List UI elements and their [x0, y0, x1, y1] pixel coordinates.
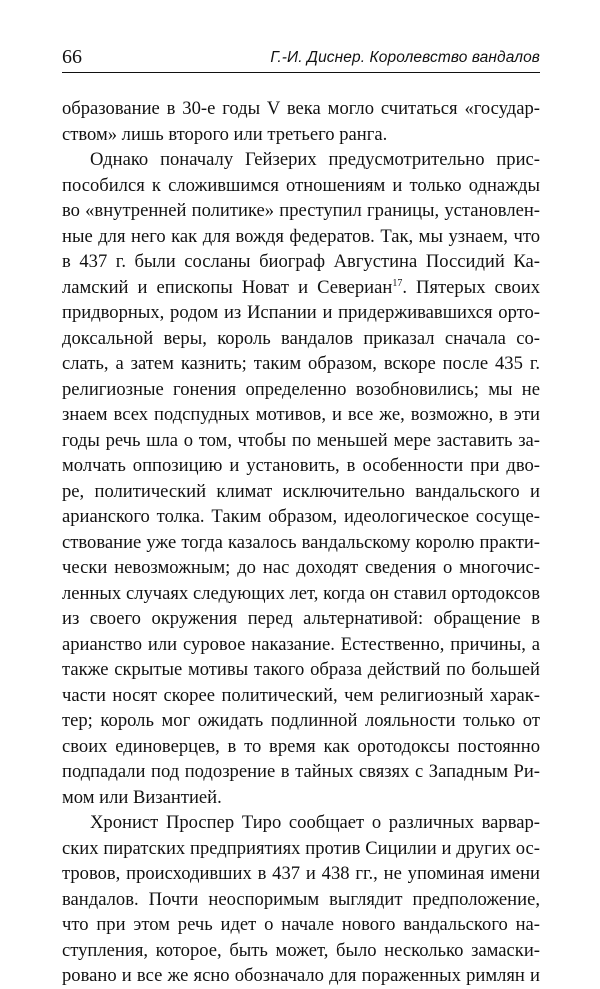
page-number: 66 [62, 46, 82, 68]
text-line: ских пиратских предприятиях против Сицилии и других ос- [62, 837, 540, 859]
text-line: ством» лишь второго или третьего ранга. [62, 123, 388, 145]
text-line: ре, политический климат исключительно вандальского и [62, 480, 540, 502]
text-line: ровано и все же ясно обозначало для пораженных римлян и [62, 965, 540, 986]
text-line: своих единоверцев, в то время как оротодоксы постоянно [62, 735, 540, 757]
text-line: подпадали под подозрение в тайных связях с Западным Ри- [62, 761, 540, 782]
text-line: тровов, происходивших в 437 и 438 гг., не упоминая имени [62, 863, 540, 884]
text-line: религиозные гонения определенно возобновились; мы не [62, 378, 540, 400]
text-line: вандалов. Почти неоспоримым выглядит предположение, [62, 888, 540, 910]
text-line: ные для него как для вождя федератов. Так, мы узнаем, что [62, 225, 540, 247]
text-line: в 437 г. были сосланы биограф Августина Поссидий Ка- [62, 251, 540, 272]
line-text: ламский и епископы Новат и Севериан [62, 276, 393, 298]
text-line: мом или Византией. [62, 786, 222, 808]
text-line: тер; король мог ожидать подлинной лояльности только от [62, 710, 540, 731]
running-header [62, 44, 540, 73]
text-line: арианство или суровое наказание. Естественно, причины, а [62, 633, 540, 655]
paragraph-3 [62, 810, 540, 989]
text-line: знаем всех подспудных мотивов, и все же, возможно, в эти [62, 404, 540, 425]
text-line: придворных, родом из Испании и придерживавшихся орто- [62, 302, 540, 323]
body-text [62, 96, 540, 989]
text-line: из своего окружения перед альтернативой: обращение в [62, 608, 540, 629]
paragraph-1 [62, 96, 540, 147]
line-tail: . Пятерых своих [402, 276, 541, 298]
text-line: части носят скорее политический, чем религиозный харак- [62, 684, 540, 706]
text-line: пособился к сложившимся отношениям и только однажды [62, 174, 540, 196]
text-line: чески невозможным; до нас доходят сведения о многочис- [62, 557, 540, 578]
text-line-with-footnote [62, 275, 540, 301]
text-line: также скрытые мотивы такого образа действий по большей [62, 659, 540, 680]
text-line: молчать оппозицию и установить, в особенности при дво- [62, 455, 540, 476]
text-line: образование в 30-е годы V века могло считаться «государ- [62, 98, 540, 119]
text-line: Хронист Проспер Тиро сообщает о различных варвар- [90, 812, 540, 833]
text-line: доксальной веры, король вандалов приказал сначала со- [62, 327, 540, 349]
text-line: ступления, которое, быть может, было несколько замаски- [62, 939, 540, 961]
paragraph-2 [62, 147, 540, 810]
text-line: во «внутренней политике» преступил границы, установлен- [62, 200, 540, 221]
text-line: ствование уже тогда казалось вандальскому королю практи- [62, 531, 540, 553]
text-line: Однако поначалу Гейзерих предусмотрительно прис- [90, 149, 540, 170]
text-line: слать, а затем казнить; таким образом, вскоре после 435 г. [62, 353, 540, 374]
text-line: ленных случаях следующих лет, когда он ставил ортодоксов [62, 582, 540, 604]
running-title: Г.-И. Диснер. Королевство вандалов [270, 49, 540, 66]
footnote-ref: 17 [392, 277, 403, 289]
text-line: что при этом речь идет о начале нового вандальского на- [62, 914, 540, 935]
text-line: арианского толка. Таким образом, идеологическое сосуще- [62, 506, 540, 527]
text-line: годы речь шла о том, чтобы по меньшей мере заставить за- [62, 429, 540, 451]
